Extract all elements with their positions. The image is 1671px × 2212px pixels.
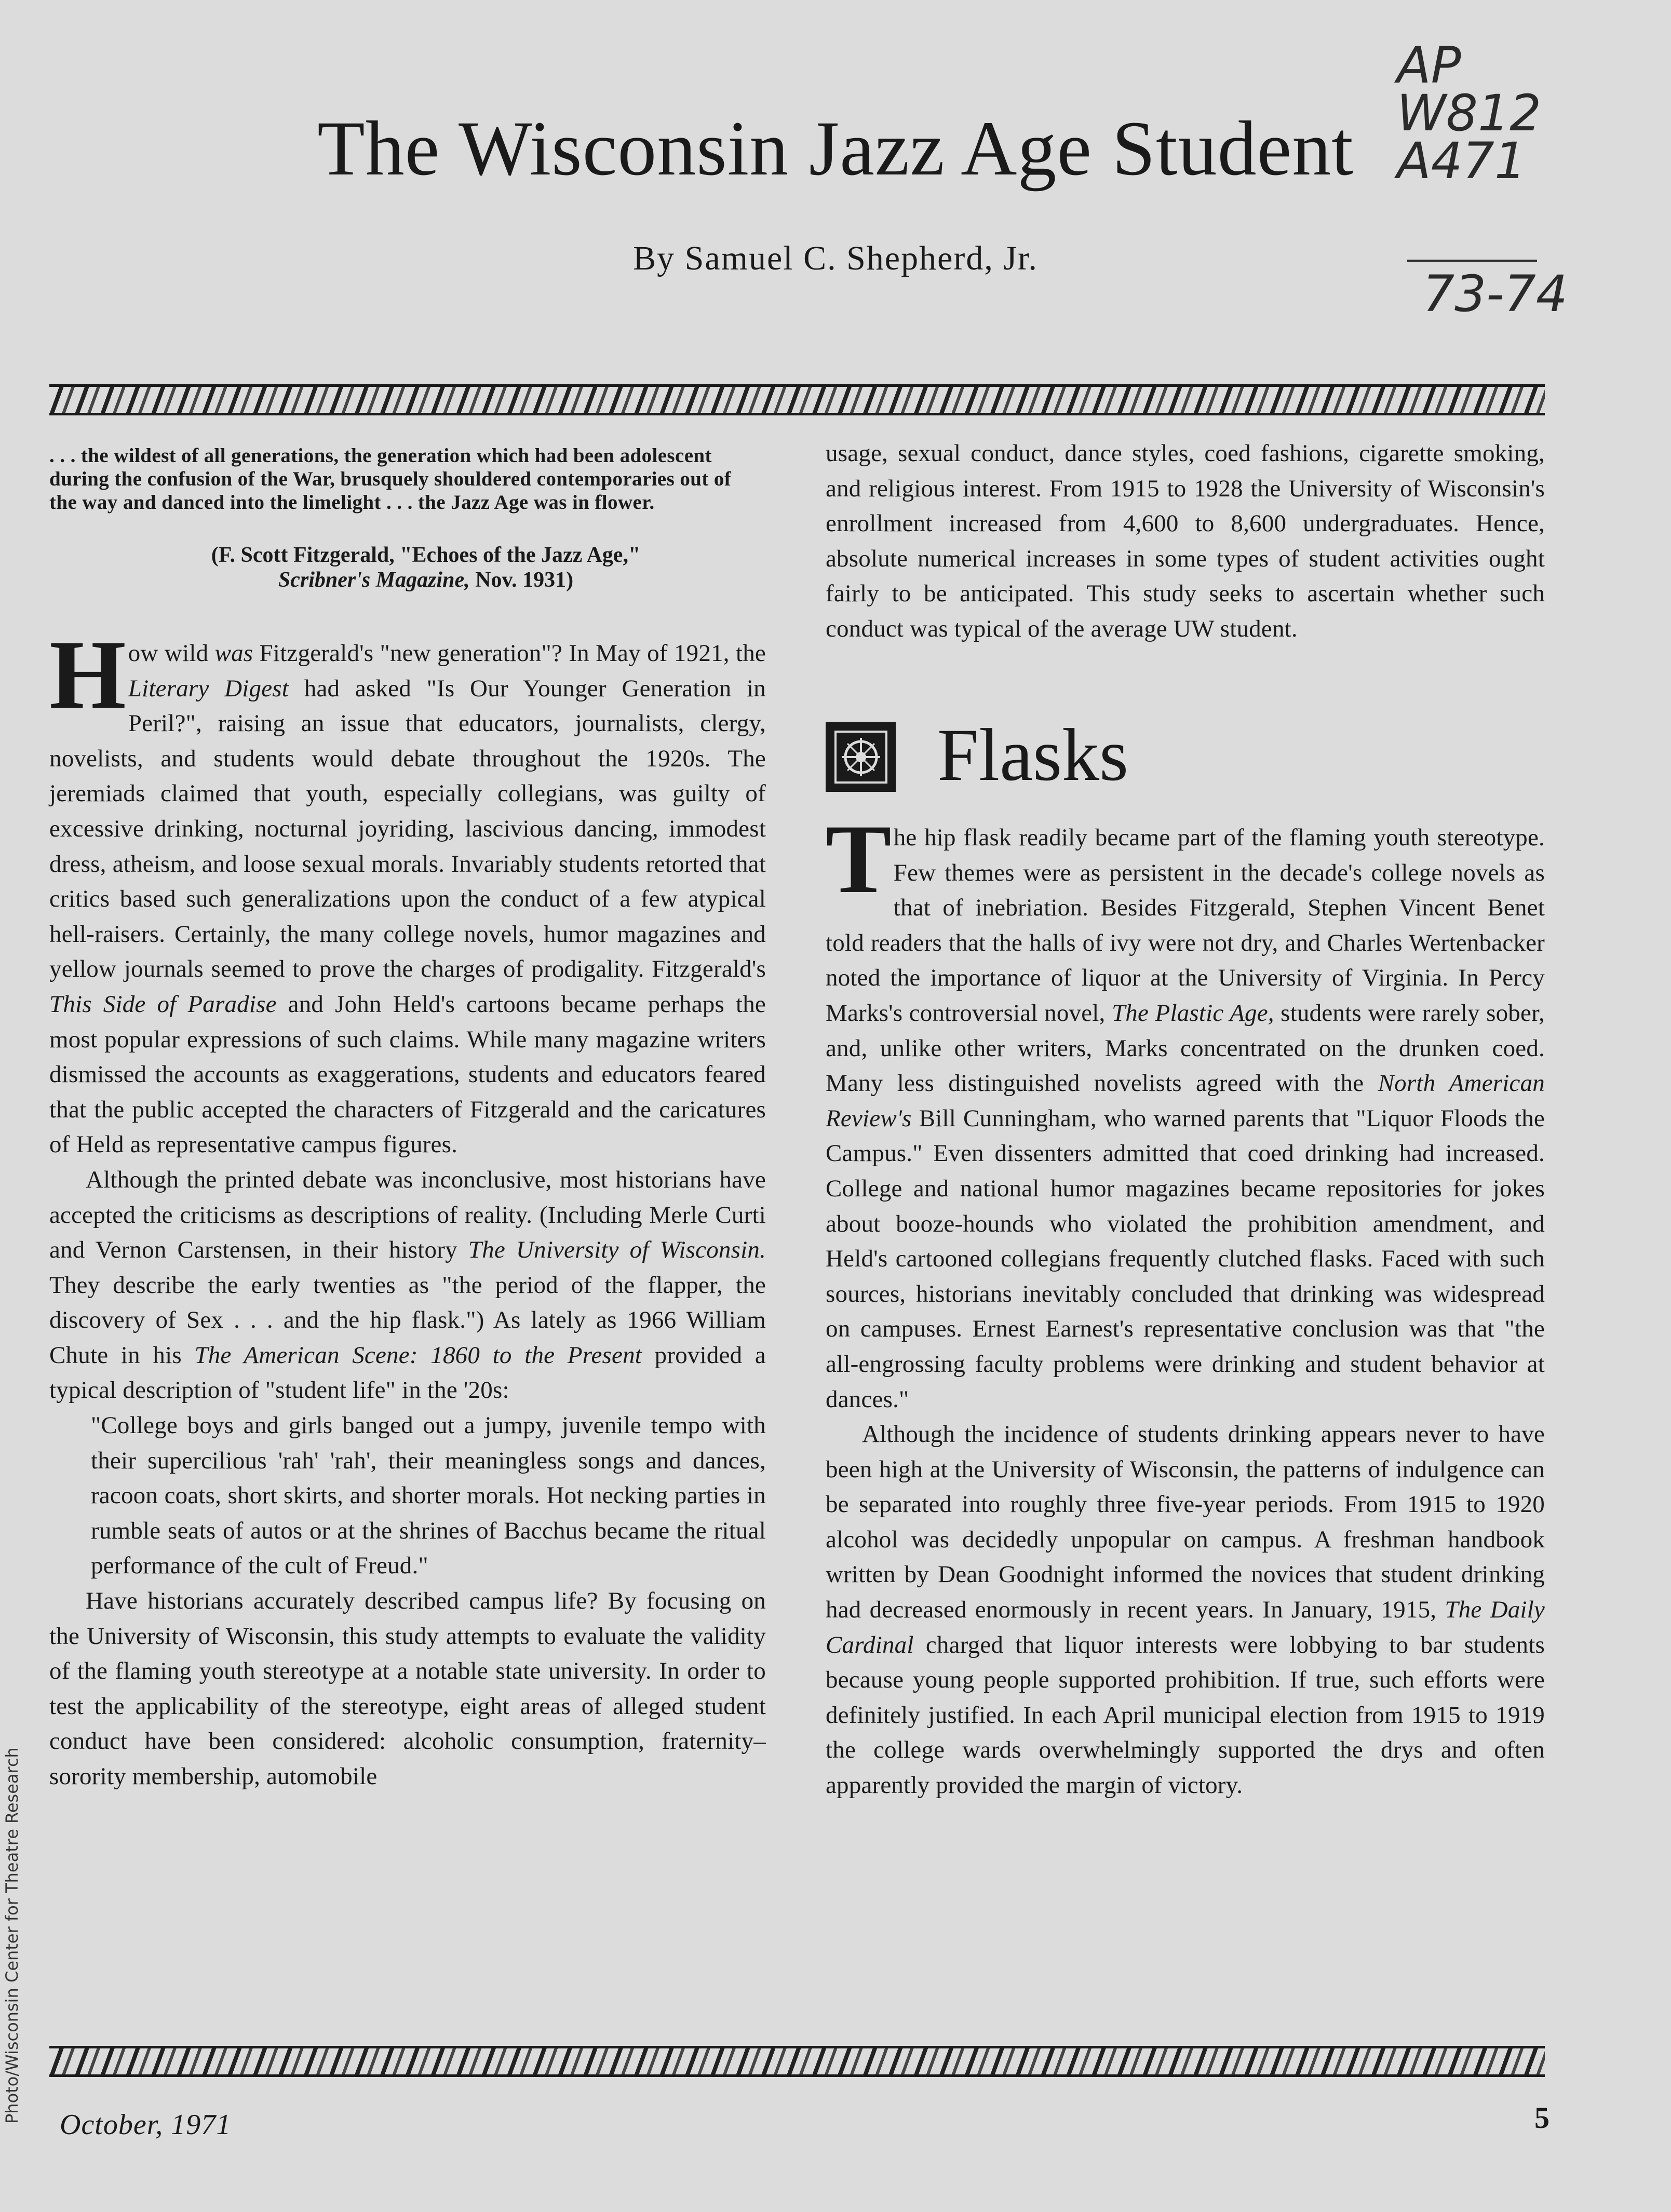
call-number-line-4: 73-74: [1423, 265, 1568, 323]
right-column-continuation: [826, 436, 1545, 647]
text-run-italic: was: [214, 640, 253, 667]
text-run-italic: North American Review's: [826, 1070, 1545, 1132]
epigraph-source-line-2: [166, 568, 685, 592]
left-column: [49, 621, 766, 1795]
article-title: The Wisconsin Jazz Age Student: [317, 105, 1354, 192]
epigraph-source-date: Nov. 1931): [475, 568, 574, 592]
call-number-rule: [1407, 260, 1537, 262]
text-run: he hip flask readily became part of the flaming youth stereotype. Few themes were as persistent in the decade's college novels as that of inebriation. Besides Fitzgerald, Stephen Vincent Benet told readers that the halls of ivy were not dry, and Charles Wertenbacker noted the importance of liquor at the University of Virginia. In Percy Marks's controversial novel,: [826, 824, 1545, 1027]
epigraph: [49, 444, 756, 514]
article-byline: By Samuel C. Shepherd, Jr.: [633, 239, 1038, 277]
text-run: ow wild: [128, 640, 215, 667]
call-number-line-3: A471: [1397, 132, 1526, 190]
text-run: and John Held's cartoons became perhaps the most popular expressions of such claims. While many magazine writers dismissed the accounts as exaggerations, students and educators feared that the public accepted the characters of Fitzgerald and the caricatures of Held as representative campus figures.: [49, 990, 766, 1158]
issue-date: October, 1971: [60, 2109, 232, 2141]
text-run-italic: The American Scene: 1860 to the Present: [194, 1341, 642, 1369]
call-number-line-2: W812: [1397, 84, 1542, 142]
text-run: They describe the early twenties as "the period of the flapper, the discovery of Sex . . . and the hip flask.") As lately as 1966 William Chute in his: [49, 1271, 766, 1369]
text-run: Fitzgerald's "new generation"? In May of 1921, the: [253, 640, 766, 667]
text-run-italic: The Plastic Age,: [1111, 999, 1274, 1027]
intro-paragraph: [49, 621, 766, 1163]
text-run: Although the printed debate was inconclusive, most historians have accepted the criticisms as descriptions of reality. (Including Merle Curti and Vernon Carstensen, in their history: [49, 1166, 766, 1264]
photo-credit: Photo/Wisconsin Center for Theatre Research: [2, 1747, 22, 2124]
study-paragraph: Have historians accurately described campus life? By focusing on the University of Wisconsin, this study attempts to evaluate the validity of the flaming youth stereotype at a notable state university. In order to test the applicability of the stereotype, eight areas of alleged student conduct have been considered: alcoholic consumption, fraternity–sorority membership, automobile: [49, 1587, 766, 1790]
decorative-border-bottom: [49, 2046, 1545, 2077]
handwritten-call-number: [1397, 36, 1553, 190]
ornament-icon: [826, 722, 896, 792]
page-number: 5: [1534, 2101, 1549, 2135]
text-run: provided a typical description of "student life" in the '20s:: [49, 1341, 766, 1404]
drop-cap-h: H: [49, 621, 124, 730]
historians-paragraph: [49, 1163, 766, 1408]
text-run: charged that liquor interests were lobbying to bar students because young people supported prohibition. If true, such efforts were definitely justified. In each April municipal election from 1915 to 1919 the college wards overwhelmingly supported the drys and often apparently provided the margin of victory.: [826, 1631, 1545, 1799]
section-title: Flasks: [937, 714, 1129, 797]
continuation-paragraph: usage, sexual conduct, dance styles, coed fashions, cigarette smoking, and religious interest. From 1915 to 1928 the University of Wisconsin's enrollment increased from 4,600 to 8,600 undergraduates. Hence, absolute numerical increases in some types of student activities ought fairly to be anticipated. This study seeks to ascertain whether such conduct was typical of the average UW student.: [826, 440, 1545, 642]
right-column-flasks: [826, 805, 1545, 1803]
flasks-paragraph: [826, 805, 1545, 1417]
epigraph-source-line-1: (F. Scott Fitzgerald, "Echoes of the Jazz Age,": [211, 543, 641, 567]
call-number-line-1: AP: [1397, 36, 1461, 95]
text-run: had asked "Is Our Younger Generation in Peril?", raising an issue that educators, journalists, clergy, novelists, and students would debate throughout the 1920s. The jeremiads claimed that youth, especially collegians, was guilty of excessive drinking, nocturnal joyriding, lascivious dancing, immodest dress, atheism, and loose sexual morals. Invariably students retorted that critics based such generalizations upon the conduct of a few atypical hell-raisers. Certainly, the many college novels, humor magazines and yellow journals seemed to prove the charges of prodigality. Fitzgerald's: [49, 675, 766, 983]
decorative-border-top: [49, 384, 1545, 415]
epigraph-text: . . . the wildest of all generations, the generation which had been adolescent during the confusion of the War, brusquely shouldered contemporaries out of the way and danced into the limelight . . . the Jazz Age was in flower.: [49, 444, 732, 514]
text-run-italic: The Daily Cardinal: [826, 1596, 1545, 1658]
chute-quotation: "College boys and girls banged out a jumpy, juvenile tempo with their supercilious 'rah' 'rah', their meaningless songs and dances, racoon coats, short skirts, and shorter morals. Hot necking parties in rumble seats of autos or at the shrines of Bacchus became the ritual performance of the cult of Freud.": [91, 1412, 766, 1580]
epigraph-source-publication: Scribner's Magazine,: [278, 568, 470, 592]
text-run: Bill Cunningham, who warned parents that "Liquor Floods the Campus." Even dissenters admitted that coed drinking had increased. College and national humor magazines became repositories for jokes about booze-hounds who violated the prohibition amendment, and Held's cartooned collegians frequently clutched flasks. Faced with such sources, historians inevitably concluded that drinking was widespread on campuses. Ernest Earnest's representative conclusion was that "the all-engrossing faculty problems were drinking and student behavior at dances.": [826, 1104, 1545, 1413]
text-run-italic: Literary Digest: [128, 675, 289, 702]
text-run-italic: This Side of Paradise: [49, 990, 277, 1018]
text-run-italic: The University of Wisconsin.: [468, 1236, 766, 1264]
epigraph-source: [166, 543, 685, 592]
drop-cap-t: T: [826, 805, 890, 914]
text-run: students were rarely sober, and, unlike other writers, Marks concentrated on the drunken coed. Many less distinguished novelists agreed with the: [826, 999, 1545, 1097]
text-run: Although the incidence of students drinking appears never to have been high at the University of Wisconsin, the patterns of indulgence can be separated into roughly three five-year periods. From 1915 to 1920 alcohol was decidedly unpopular on campus. A freshman handbook written by Dean Goodnight informed the novices that student drinking had decreased enormously in recent years. In January, 1915,: [826, 1421, 1545, 1624]
wisconsin-drinking-paragraph: [826, 1417, 1545, 1803]
